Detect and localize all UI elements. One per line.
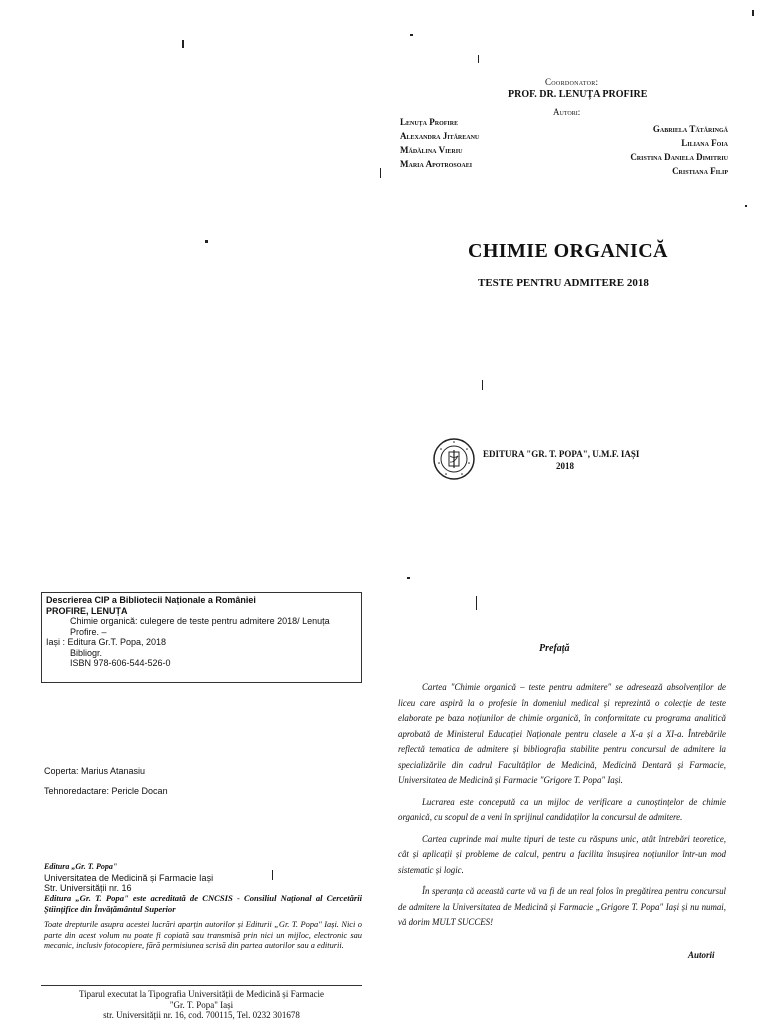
authors-right-list (630, 122, 728, 178)
book-subtitle: TESTE PENTRU ADMITERE 2018 (478, 277, 649, 289)
scan-speck (407, 577, 410, 579)
authors-label: Autori: (553, 107, 581, 117)
scan-speck (205, 240, 208, 243)
printing-line: Tiparul executat la Tipografia Universității de Medicină și Farmacie (78, 989, 325, 999)
coordinator-name: PROF. DR. LENUȚA PROFIRE (508, 89, 648, 100)
cip-author: PROFIRE, LENUȚA (46, 605, 128, 616)
publisher-line: Str. Universității nr. 16 (44, 883, 132, 893)
preface-body (398, 680, 726, 937)
author-name: Lenuța Profire (400, 117, 459, 127)
copyright-notice: Toate drepturile asupra acestei lucrări aparțin autorilor și Editurii „Gr. T. Popa" Iași. Nici o parte din acest volum nu poate fi copiată sau transmisă prin nici un mijloc, electronic sau mecanic, inclusiv fotocopiere, fără permisiunea scrisă din partea autorilor sau a editurii. (44, 920, 362, 950)
book-title: CHIMIE ORGANICĂ (468, 240, 668, 262)
printing-line: "Gr. T. Popa" Iași (169, 999, 234, 1010)
authors-left-list (400, 115, 479, 171)
publisher-name: EDITURA "GR. T. POPA", U.M.F. IAȘI (483, 449, 640, 459)
publication-year: 2018 (556, 461, 574, 471)
preface-signature: Autorii (688, 950, 715, 960)
author-name: Liliana Foia (681, 138, 728, 148)
cip-title: Chimie organică: culegere de teste pentru admitere 2018/ Lenuța Profire. – (70, 616, 330, 637)
coordinator-label: Coordonator: (545, 77, 599, 87)
preface-title: Prefață (539, 643, 570, 654)
cip-isbn: ISBN 978-606-544-526-0 (70, 658, 171, 668)
preface-paragraph: În speranța că această carte vă va fi de un real folos în pregătirea pentru concursul de admitere la Universitatea de Medicină și Farmacie „Grigore T. Popa" Iași și nu numai, vă dorim MULT SUCCES! (398, 886, 726, 927)
author-name: Mădălina Vieriu (400, 145, 463, 155)
author-name: Maria Apotrosoaei (400, 159, 473, 169)
cip-heading: Descrierea CIP a Bibliotecii Naționale a României (46, 595, 256, 605)
cover-credit: Coperta: Marius Atanasiu (44, 766, 146, 776)
tech-editing-credit: Tehnoredactare: Pericle Docan (44, 786, 168, 796)
author-name: Alexandra Jităreanu (400, 131, 480, 141)
author-name: Gabriela Tătăringă (652, 124, 728, 134)
accreditation-note: Editura „Gr. T. Popa" este acreditată de CNCSIS - Consiliul Național al Cercetării Științifice din Învățământul Superior (44, 893, 362, 914)
publisher-signature: Editura „Gr. T. Popa" (44, 862, 118, 871)
scan-speck (272, 870, 273, 880)
cip-publisher: Iași : Editura Gr.T. Popa, 2018 (46, 637, 167, 647)
scan-speck (476, 596, 477, 610)
cip-description-box (41, 592, 362, 683)
publisher-block (44, 862, 213, 894)
printing-line: str. Universității nr. 16, cod. 700115, Tel. 0232 301678 (103, 1010, 300, 1020)
scan-speck (380, 168, 381, 178)
scan-speck (182, 40, 184, 48)
publisher-seal-icon (432, 437, 476, 481)
publisher-line: Universitatea de Medicină și Farmacie Iași (44, 872, 214, 883)
cip-bibliography: Bibliogr. (70, 647, 103, 658)
preface-paragraph: Cartea cuprinde mai multe tipuri de teste cu răspuns unic, atât întrebări teoretice, cât și aplicații și probleme de calcul, pentru a facilita însușirea noțiunilor într-un mod sistematic și logic. (398, 833, 726, 875)
preface-paragraph: Lucrarea este concepută ca un mijloc de verificare a cunoștințelor de chimie organică, cu scopul de a veni în sprijinul candidaților la concursul de admitere. (398, 796, 726, 822)
author-name: Cristina Daniela Dimitriu (630, 152, 728, 162)
preface-paragraph: Cartea "Chimie organică – teste pentru admitere" se adresează absolvenților de liceu care aspiră la o profesie în domeniul medical și reprezintă o colecție de teste elaborate pe baza noțiunilor de chimie organică, în conformitate cu programa analitică aprobată de Ministerul Educației Naționale pentru clasele a X-a și a XI-a. Întrebările reflectă tematica de admitere și bibliografia stabilite pentru concursul de admitere la specializările din cadrul Facultăților de Medicină, Medicină Dentară și Farmacie, Universitatea de Medicină și Farmacie "Grigore T. Popa" Iași. (398, 682, 726, 785)
author-name: Cristiana Filip (672, 166, 728, 176)
printing-info (41, 985, 362, 1021)
